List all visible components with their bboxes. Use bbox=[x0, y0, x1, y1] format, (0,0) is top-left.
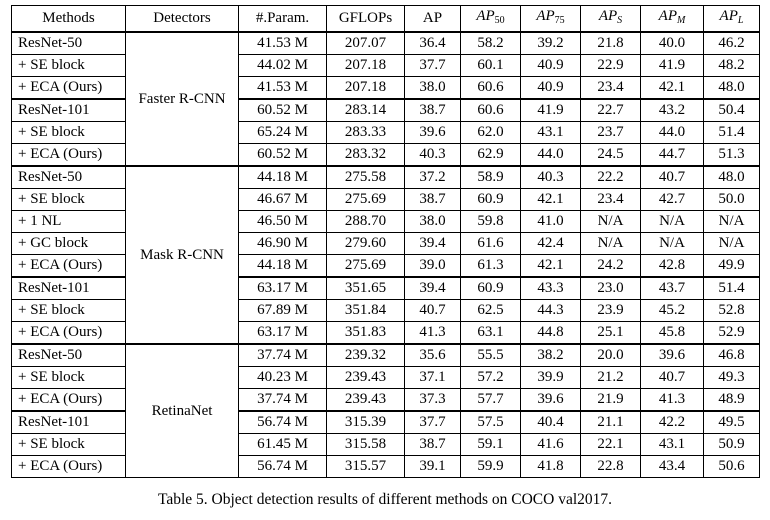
value-cell: 48.0 bbox=[704, 77, 760, 100]
table-row bbox=[12, 434, 760, 456]
value-cell: 35.6 bbox=[405, 344, 461, 367]
value-cell: 41.0 bbox=[521, 211, 581, 233]
column-header bbox=[12, 6, 126, 33]
method-cell: + ECA (Ours) bbox=[12, 144, 126, 167]
value-cell: 60.9 bbox=[461, 189, 521, 211]
value-cell: 57.5 bbox=[461, 411, 521, 434]
value-cell: 67.89 M bbox=[239, 300, 327, 322]
value-cell: 275.58 bbox=[327, 166, 405, 189]
column-header bbox=[239, 6, 327, 33]
value-cell: 40.9 bbox=[521, 77, 581, 100]
value-cell: 62.5 bbox=[461, 300, 521, 322]
table-header-row bbox=[12, 6, 760, 33]
method-cell: + ECA (Ours) bbox=[12, 77, 126, 100]
value-cell: 275.69 bbox=[327, 255, 405, 278]
value-cell: 23.0 bbox=[581, 277, 641, 300]
value-cell: 63.17 M bbox=[239, 277, 327, 300]
method-cell: + GC block bbox=[12, 233, 126, 255]
value-cell: 60.1 bbox=[461, 55, 521, 77]
value-cell: 46.2 bbox=[704, 32, 760, 55]
value-cell: 58.2 bbox=[461, 32, 521, 55]
value-cell: 239.43 bbox=[327, 389, 405, 412]
value-cell: 48.2 bbox=[704, 55, 760, 77]
value-cell: 44.8 bbox=[521, 322, 581, 345]
table-row bbox=[12, 411, 760, 434]
value-cell: 39.6 bbox=[641, 344, 704, 367]
value-cell: 58.9 bbox=[461, 166, 521, 189]
value-cell: 37.3 bbox=[405, 389, 461, 412]
detector-cell: Mask R-CNN bbox=[126, 166, 239, 344]
value-cell: 42.2 bbox=[641, 411, 704, 434]
value-cell: 40.7 bbox=[641, 166, 704, 189]
value-cell: 43.1 bbox=[641, 434, 704, 456]
value-cell: 40.3 bbox=[405, 144, 461, 167]
value-cell: 42.4 bbox=[521, 233, 581, 255]
value-cell: 37.74 M bbox=[239, 389, 327, 412]
value-cell: 39.6 bbox=[405, 122, 461, 144]
table-row bbox=[12, 99, 760, 122]
value-cell: N/A bbox=[641, 233, 704, 255]
value-cell: 49.9 bbox=[704, 255, 760, 278]
method-cell: ResNet-50 bbox=[12, 344, 126, 367]
value-cell: 44.0 bbox=[521, 144, 581, 167]
value-cell: 23.7 bbox=[581, 122, 641, 144]
value-cell: 41.53 M bbox=[239, 77, 327, 100]
value-cell: 21.2 bbox=[581, 367, 641, 389]
column-header-label: AP bbox=[598, 8, 618, 24]
value-cell: 46.8 bbox=[704, 344, 760, 367]
value-cell: 62.0 bbox=[461, 122, 521, 144]
value-cell: 37.1 bbox=[405, 367, 461, 389]
value-cell: 239.43 bbox=[327, 367, 405, 389]
value-cell: 43.1 bbox=[521, 122, 581, 144]
value-cell: 41.9 bbox=[521, 99, 581, 122]
value-cell: 46.67 M bbox=[239, 189, 327, 211]
value-cell: 351.84 bbox=[327, 300, 405, 322]
value-cell: 22.7 bbox=[581, 99, 641, 122]
value-cell: 351.83 bbox=[327, 322, 405, 345]
value-cell: 24.2 bbox=[581, 255, 641, 278]
value-cell: 48.0 bbox=[704, 166, 760, 189]
value-cell: 60.52 M bbox=[239, 99, 327, 122]
value-cell: 40.0 bbox=[641, 32, 704, 55]
value-cell: 51.3 bbox=[704, 144, 760, 167]
value-cell: 42.1 bbox=[521, 189, 581, 211]
value-cell: 41.53 M bbox=[239, 32, 327, 55]
value-cell: 42.1 bbox=[641, 77, 704, 100]
value-cell: 61.6 bbox=[461, 233, 521, 255]
table-row bbox=[12, 55, 760, 77]
value-cell: 46.90 M bbox=[239, 233, 327, 255]
method-cell: + ECA (Ours) bbox=[12, 255, 126, 278]
value-cell: 41.3 bbox=[641, 389, 704, 412]
value-cell: 44.18 M bbox=[239, 255, 327, 278]
value-cell: 37.7 bbox=[405, 411, 461, 434]
value-cell: 56.74 M bbox=[239, 411, 327, 434]
value-cell: 20.0 bbox=[581, 344, 641, 367]
value-cell: 59.9 bbox=[461, 456, 521, 478]
column-header-label: AP bbox=[422, 10, 443, 26]
value-cell: 60.6 bbox=[461, 77, 521, 100]
column-header bbox=[327, 6, 405, 33]
table-row bbox=[12, 255, 760, 278]
value-cell: 283.33 bbox=[327, 122, 405, 144]
value-cell: 37.74 M bbox=[239, 344, 327, 367]
column-header-subscript: 75 bbox=[554, 15, 565, 26]
value-cell: 63.1 bbox=[461, 322, 521, 345]
table-row bbox=[12, 122, 760, 144]
column-header-label: AP bbox=[476, 8, 495, 24]
column-header bbox=[126, 6, 239, 33]
table-row bbox=[12, 322, 760, 345]
value-cell: 44.18 M bbox=[239, 166, 327, 189]
detector-cell: RetinaNet bbox=[126, 344, 239, 478]
table-row bbox=[12, 189, 760, 211]
value-cell: 43.4 bbox=[641, 456, 704, 478]
value-cell: 275.69 bbox=[327, 189, 405, 211]
value-cell: 38.7 bbox=[405, 99, 461, 122]
value-cell: 40.7 bbox=[405, 300, 461, 322]
value-cell: 41.6 bbox=[521, 434, 581, 456]
value-cell: N/A bbox=[641, 211, 704, 233]
value-cell: 45.8 bbox=[641, 322, 704, 345]
value-cell: 44.02 M bbox=[239, 55, 327, 77]
value-cell: 42.8 bbox=[641, 255, 704, 278]
value-cell: 207.07 bbox=[327, 32, 405, 55]
value-cell: 44.3 bbox=[521, 300, 581, 322]
table-row bbox=[12, 233, 760, 255]
value-cell: 40.3 bbox=[521, 166, 581, 189]
value-cell: 38.7 bbox=[405, 434, 461, 456]
results-table bbox=[11, 5, 760, 478]
value-cell: 63.17 M bbox=[239, 322, 327, 345]
table-row bbox=[12, 277, 760, 300]
value-cell: N/A bbox=[581, 211, 641, 233]
value-cell: 22.2 bbox=[581, 166, 641, 189]
value-cell: 44.7 bbox=[641, 144, 704, 167]
value-cell: 39.4 bbox=[405, 233, 461, 255]
value-cell: 50.9 bbox=[704, 434, 760, 456]
value-cell: 37.7 bbox=[405, 55, 461, 77]
value-cell: 39.0 bbox=[405, 255, 461, 278]
column-header bbox=[405, 6, 461, 33]
value-cell: 283.14 bbox=[327, 99, 405, 122]
method-cell: ResNet-101 bbox=[12, 277, 126, 300]
column-header-label: AP bbox=[719, 8, 738, 24]
value-cell: 36.4 bbox=[405, 32, 461, 55]
column-header bbox=[461, 6, 521, 33]
value-cell: 23.4 bbox=[581, 189, 641, 211]
column-header-label: #.Param. bbox=[255, 10, 310, 26]
value-cell: 40.23 M bbox=[239, 367, 327, 389]
table-row bbox=[12, 456, 760, 478]
table-row bbox=[12, 344, 760, 367]
method-cell: + SE block bbox=[12, 434, 126, 456]
value-cell: 21.8 bbox=[581, 32, 641, 55]
value-cell: 42.7 bbox=[641, 189, 704, 211]
column-header-label: AP bbox=[658, 8, 677, 24]
value-cell: 60.52 M bbox=[239, 144, 327, 167]
column-header bbox=[521, 6, 581, 33]
value-cell: 60.9 bbox=[461, 277, 521, 300]
table-row bbox=[12, 389, 760, 412]
value-cell: 39.1 bbox=[405, 456, 461, 478]
value-cell: 39.6 bbox=[521, 389, 581, 412]
method-cell: + SE block bbox=[12, 367, 126, 389]
value-cell: 52.9 bbox=[704, 322, 760, 345]
value-cell: 62.9 bbox=[461, 144, 521, 167]
value-cell: 21.1 bbox=[581, 411, 641, 434]
column-header bbox=[704, 6, 760, 33]
value-cell: 50.0 bbox=[704, 189, 760, 211]
value-cell: N/A bbox=[704, 211, 760, 233]
value-cell: 315.57 bbox=[327, 456, 405, 478]
column-header bbox=[581, 6, 641, 33]
method-cell: + SE block bbox=[12, 55, 126, 77]
value-cell: 283.32 bbox=[327, 144, 405, 167]
value-cell: 61.45 M bbox=[239, 434, 327, 456]
method-cell: ResNet-101 bbox=[12, 99, 126, 122]
table-row bbox=[12, 144, 760, 167]
column-header bbox=[641, 6, 704, 33]
value-cell: 39.9 bbox=[521, 367, 581, 389]
value-cell: 288.70 bbox=[327, 211, 405, 233]
column-header-subscript: 50 bbox=[494, 15, 505, 26]
value-cell: 50.4 bbox=[704, 99, 760, 122]
detector-cell: Faster R-CNN bbox=[126, 32, 239, 166]
table-row bbox=[12, 300, 760, 322]
table-row bbox=[12, 77, 760, 100]
column-header-label: Methods bbox=[42, 10, 95, 26]
value-cell: 25.1 bbox=[581, 322, 641, 345]
method-cell: ResNet-101 bbox=[12, 411, 126, 434]
value-cell: 279.60 bbox=[327, 233, 405, 255]
value-cell: 207.18 bbox=[327, 77, 405, 100]
value-cell: 38.2 bbox=[521, 344, 581, 367]
value-cell: 44.0 bbox=[641, 122, 704, 144]
table-row bbox=[12, 367, 760, 389]
method-cell: ResNet-50 bbox=[12, 32, 126, 55]
value-cell: 41.3 bbox=[405, 322, 461, 345]
value-cell: 24.5 bbox=[581, 144, 641, 167]
value-cell: 52.8 bbox=[704, 300, 760, 322]
value-cell: 45.2 bbox=[641, 300, 704, 322]
value-cell: 49.3 bbox=[704, 367, 760, 389]
method-cell: + 1 NL bbox=[12, 211, 126, 233]
value-cell: 351.65 bbox=[327, 277, 405, 300]
value-cell: 39.4 bbox=[405, 277, 461, 300]
value-cell: 65.24 M bbox=[239, 122, 327, 144]
method-cell: + SE block bbox=[12, 189, 126, 211]
table-body bbox=[12, 32, 760, 478]
column-header-label: AP bbox=[536, 8, 555, 24]
value-cell: 22.8 bbox=[581, 456, 641, 478]
value-cell: 22.9 bbox=[581, 55, 641, 77]
value-cell: 40.7 bbox=[641, 367, 704, 389]
table-row bbox=[12, 32, 760, 55]
value-cell: 60.6 bbox=[461, 99, 521, 122]
value-cell: 37.2 bbox=[405, 166, 461, 189]
method-cell: ResNet-50 bbox=[12, 166, 126, 189]
method-cell: + SE block bbox=[12, 300, 126, 322]
value-cell: 22.1 bbox=[581, 434, 641, 456]
value-cell: 40.9 bbox=[521, 55, 581, 77]
value-cell: 40.4 bbox=[521, 411, 581, 434]
column-header-subscript: S bbox=[617, 15, 623, 26]
value-cell: 61.3 bbox=[461, 255, 521, 278]
column-header-subscript: L bbox=[737, 15, 744, 26]
value-cell: 315.39 bbox=[327, 411, 405, 434]
table-row bbox=[12, 211, 760, 233]
value-cell: 57.7 bbox=[461, 389, 521, 412]
value-cell: 50.6 bbox=[704, 456, 760, 478]
value-cell: 315.58 bbox=[327, 434, 405, 456]
value-cell: 51.4 bbox=[704, 122, 760, 144]
method-cell: + SE block bbox=[12, 122, 126, 144]
value-cell: 43.7 bbox=[641, 277, 704, 300]
column-header-label: Detectors bbox=[153, 10, 211, 26]
value-cell: 239.32 bbox=[327, 344, 405, 367]
column-header-label: GFLOPs bbox=[338, 10, 393, 26]
value-cell: 23.9 bbox=[581, 300, 641, 322]
value-cell: 42.1 bbox=[521, 255, 581, 278]
column-header-subscript: M bbox=[676, 15, 686, 26]
value-cell: 46.50 M bbox=[239, 211, 327, 233]
value-cell: 207.18 bbox=[327, 55, 405, 77]
value-cell: 56.74 M bbox=[239, 456, 327, 478]
value-cell: 39.2 bbox=[521, 32, 581, 55]
value-cell: 41.8 bbox=[521, 456, 581, 478]
value-cell: 59.8 bbox=[461, 211, 521, 233]
value-cell: 21.9 bbox=[581, 389, 641, 412]
value-cell: 43.3 bbox=[521, 277, 581, 300]
method-cell: + ECA (Ours) bbox=[12, 456, 126, 478]
table-caption: Table 5. Object detection results of different methods on COCO val2017. bbox=[157, 491, 613, 508]
method-cell: + ECA (Ours) bbox=[12, 389, 126, 412]
value-cell: 57.2 bbox=[461, 367, 521, 389]
table-row bbox=[12, 166, 760, 189]
value-cell: 51.4 bbox=[704, 277, 760, 300]
value-cell: 55.5 bbox=[461, 344, 521, 367]
value-cell: 59.1 bbox=[461, 434, 521, 456]
value-cell: 38.0 bbox=[405, 77, 461, 100]
value-cell: 23.4 bbox=[581, 77, 641, 100]
value-cell: 38.7 bbox=[405, 189, 461, 211]
value-cell: 38.0 bbox=[405, 211, 461, 233]
method-cell: + ECA (Ours) bbox=[12, 322, 126, 345]
value-cell: N/A bbox=[704, 233, 760, 255]
value-cell: N/A bbox=[581, 233, 641, 255]
value-cell: 41.9 bbox=[641, 55, 704, 77]
value-cell: 48.9 bbox=[704, 389, 760, 412]
value-cell: 49.5 bbox=[704, 411, 760, 434]
value-cell: 43.2 bbox=[641, 99, 704, 122]
